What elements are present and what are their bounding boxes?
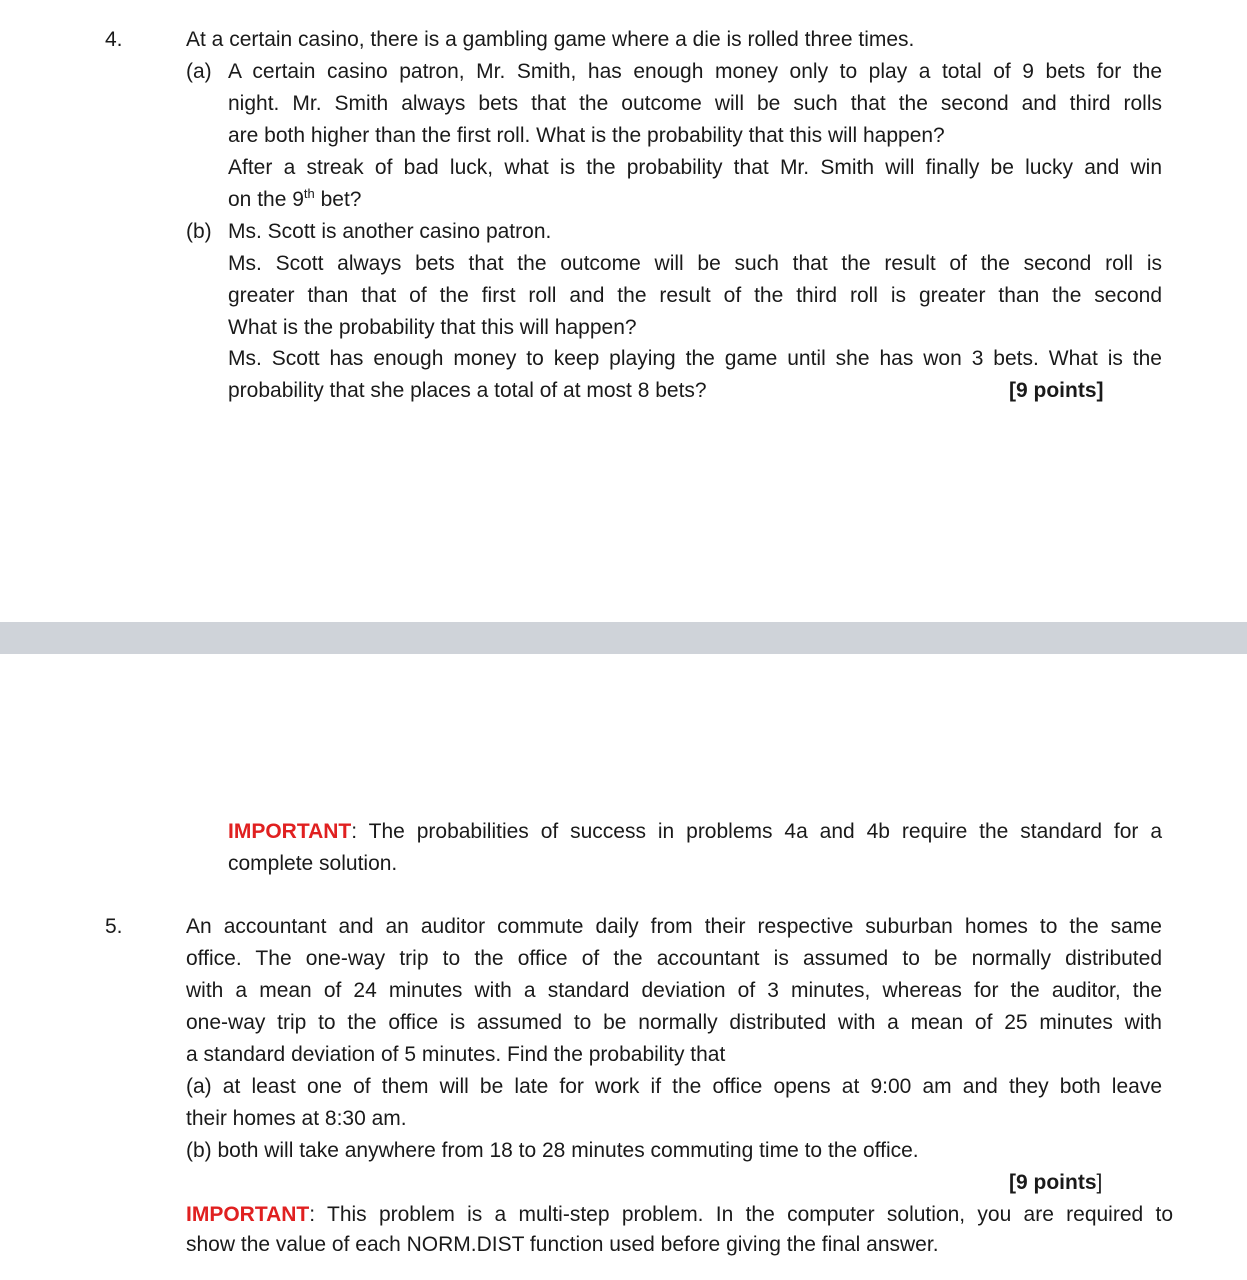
q4a-line-1: A certain casino patron, Mr. Smith, has enough money only to play a total of 9 bets for the <box>228 60 1162 83</box>
q5-line-6: (a) at least one of them will be late for work if the office opens at 9:00 am and they both leave <box>186 1075 1162 1098</box>
q4a-line-3: are both higher than the first roll. What is the probability that this will happen? <box>228 124 945 147</box>
q4a-line-5 <box>228 184 361 216</box>
q4a-superscript: th <box>303 186 315 201</box>
q4-important-text: : The probabilities of success in problems 4a and 4b require the standard for a <box>351 820 1162 843</box>
q5-important-line-1 <box>186 1199 1173 1231</box>
q4b-line-1: Ms. Scott is another casino patron. <box>228 220 552 243</box>
q5-points-bold: [9 points <box>1009 1171 1097 1194</box>
q4a-line-2: night. Mr. Smith always bets that the outcome will be such that the second and third rolls <box>228 92 1162 115</box>
q4-part-b-label: (b) <box>186 220 212 243</box>
q5-line-4: one-way trip to the office is assumed to be normally distributed with a mean of 25 minutes with <box>186 1011 1162 1034</box>
q4b-line-6: probability that she places a total of at most 8 bets? <box>228 379 707 402</box>
q4b-line-5: Ms. Scott has enough money to keep playing the game until she has won 3 bets. What is the <box>228 347 1162 370</box>
q4-points: [9 points] <box>1009 379 1104 402</box>
q5-line-7: their homes at 8:30 am. <box>186 1107 407 1130</box>
q4-important-line-1 <box>228 816 1162 848</box>
q4b-line-4: What is the probability that this will happen? <box>228 316 637 339</box>
q4b-line-2: Ms. Scott always bets that the outcome will be such that the result of the second roll is <box>228 252 1162 275</box>
q5-points-end: ] <box>1096 1171 1103 1194</box>
q5-points <box>1009 1167 1102 1199</box>
q5-line-1: An accountant and an auditor commute daily from their respective suburban homes to the same <box>186 915 1162 938</box>
q5-line-2: office. The one-way trip to the office of the accountant is assumed to be normally distributed <box>186 947 1162 970</box>
question-4-intro: At a certain casino, there is a gambling game where a die is rolled three times. <box>186 28 915 51</box>
question-4-number: 4. <box>105 28 123 51</box>
q4a-line-4: After a streak of bad luck, what is the probability that Mr. Smith will finally be lucky and win <box>228 156 1162 179</box>
q5-important-line-2: show the value of each NORM.DIST function used before giving the final answer. <box>186 1233 939 1256</box>
q4-part-a-label: (a) <box>186 60 212 83</box>
q4-important-line-2: complete solution. <box>228 852 398 875</box>
q4b-line-3: greater than that of the first roll and the result of the third roll is greater than the second <box>228 284 1162 307</box>
q5-line-5: a standard deviation of 5 minutes. Find the probability that <box>186 1043 726 1066</box>
page-separator <box>0 622 1247 654</box>
q5-line-3: with a mean of 24 minutes with a standard deviation of 3 minutes, whereas for the auditor, the <box>186 979 1162 1002</box>
q5-important-text: : This problem is a multi-step problem. In the computer solution, you are required to <box>309 1203 1173 1226</box>
q5-important-label: IMPORTANT <box>186 1203 310 1226</box>
q4-important-label: IMPORTANT <box>228 820 352 843</box>
q4a-line-5-pre: on the 9 <box>228 188 304 211</box>
q5-line-8: (b) both will take anywhere from 18 to 28 minutes commuting time to the office. <box>186 1139 919 1162</box>
q4a-line-5-post: bet? <box>314 188 362 211</box>
question-5-number: 5. <box>105 915 123 938</box>
